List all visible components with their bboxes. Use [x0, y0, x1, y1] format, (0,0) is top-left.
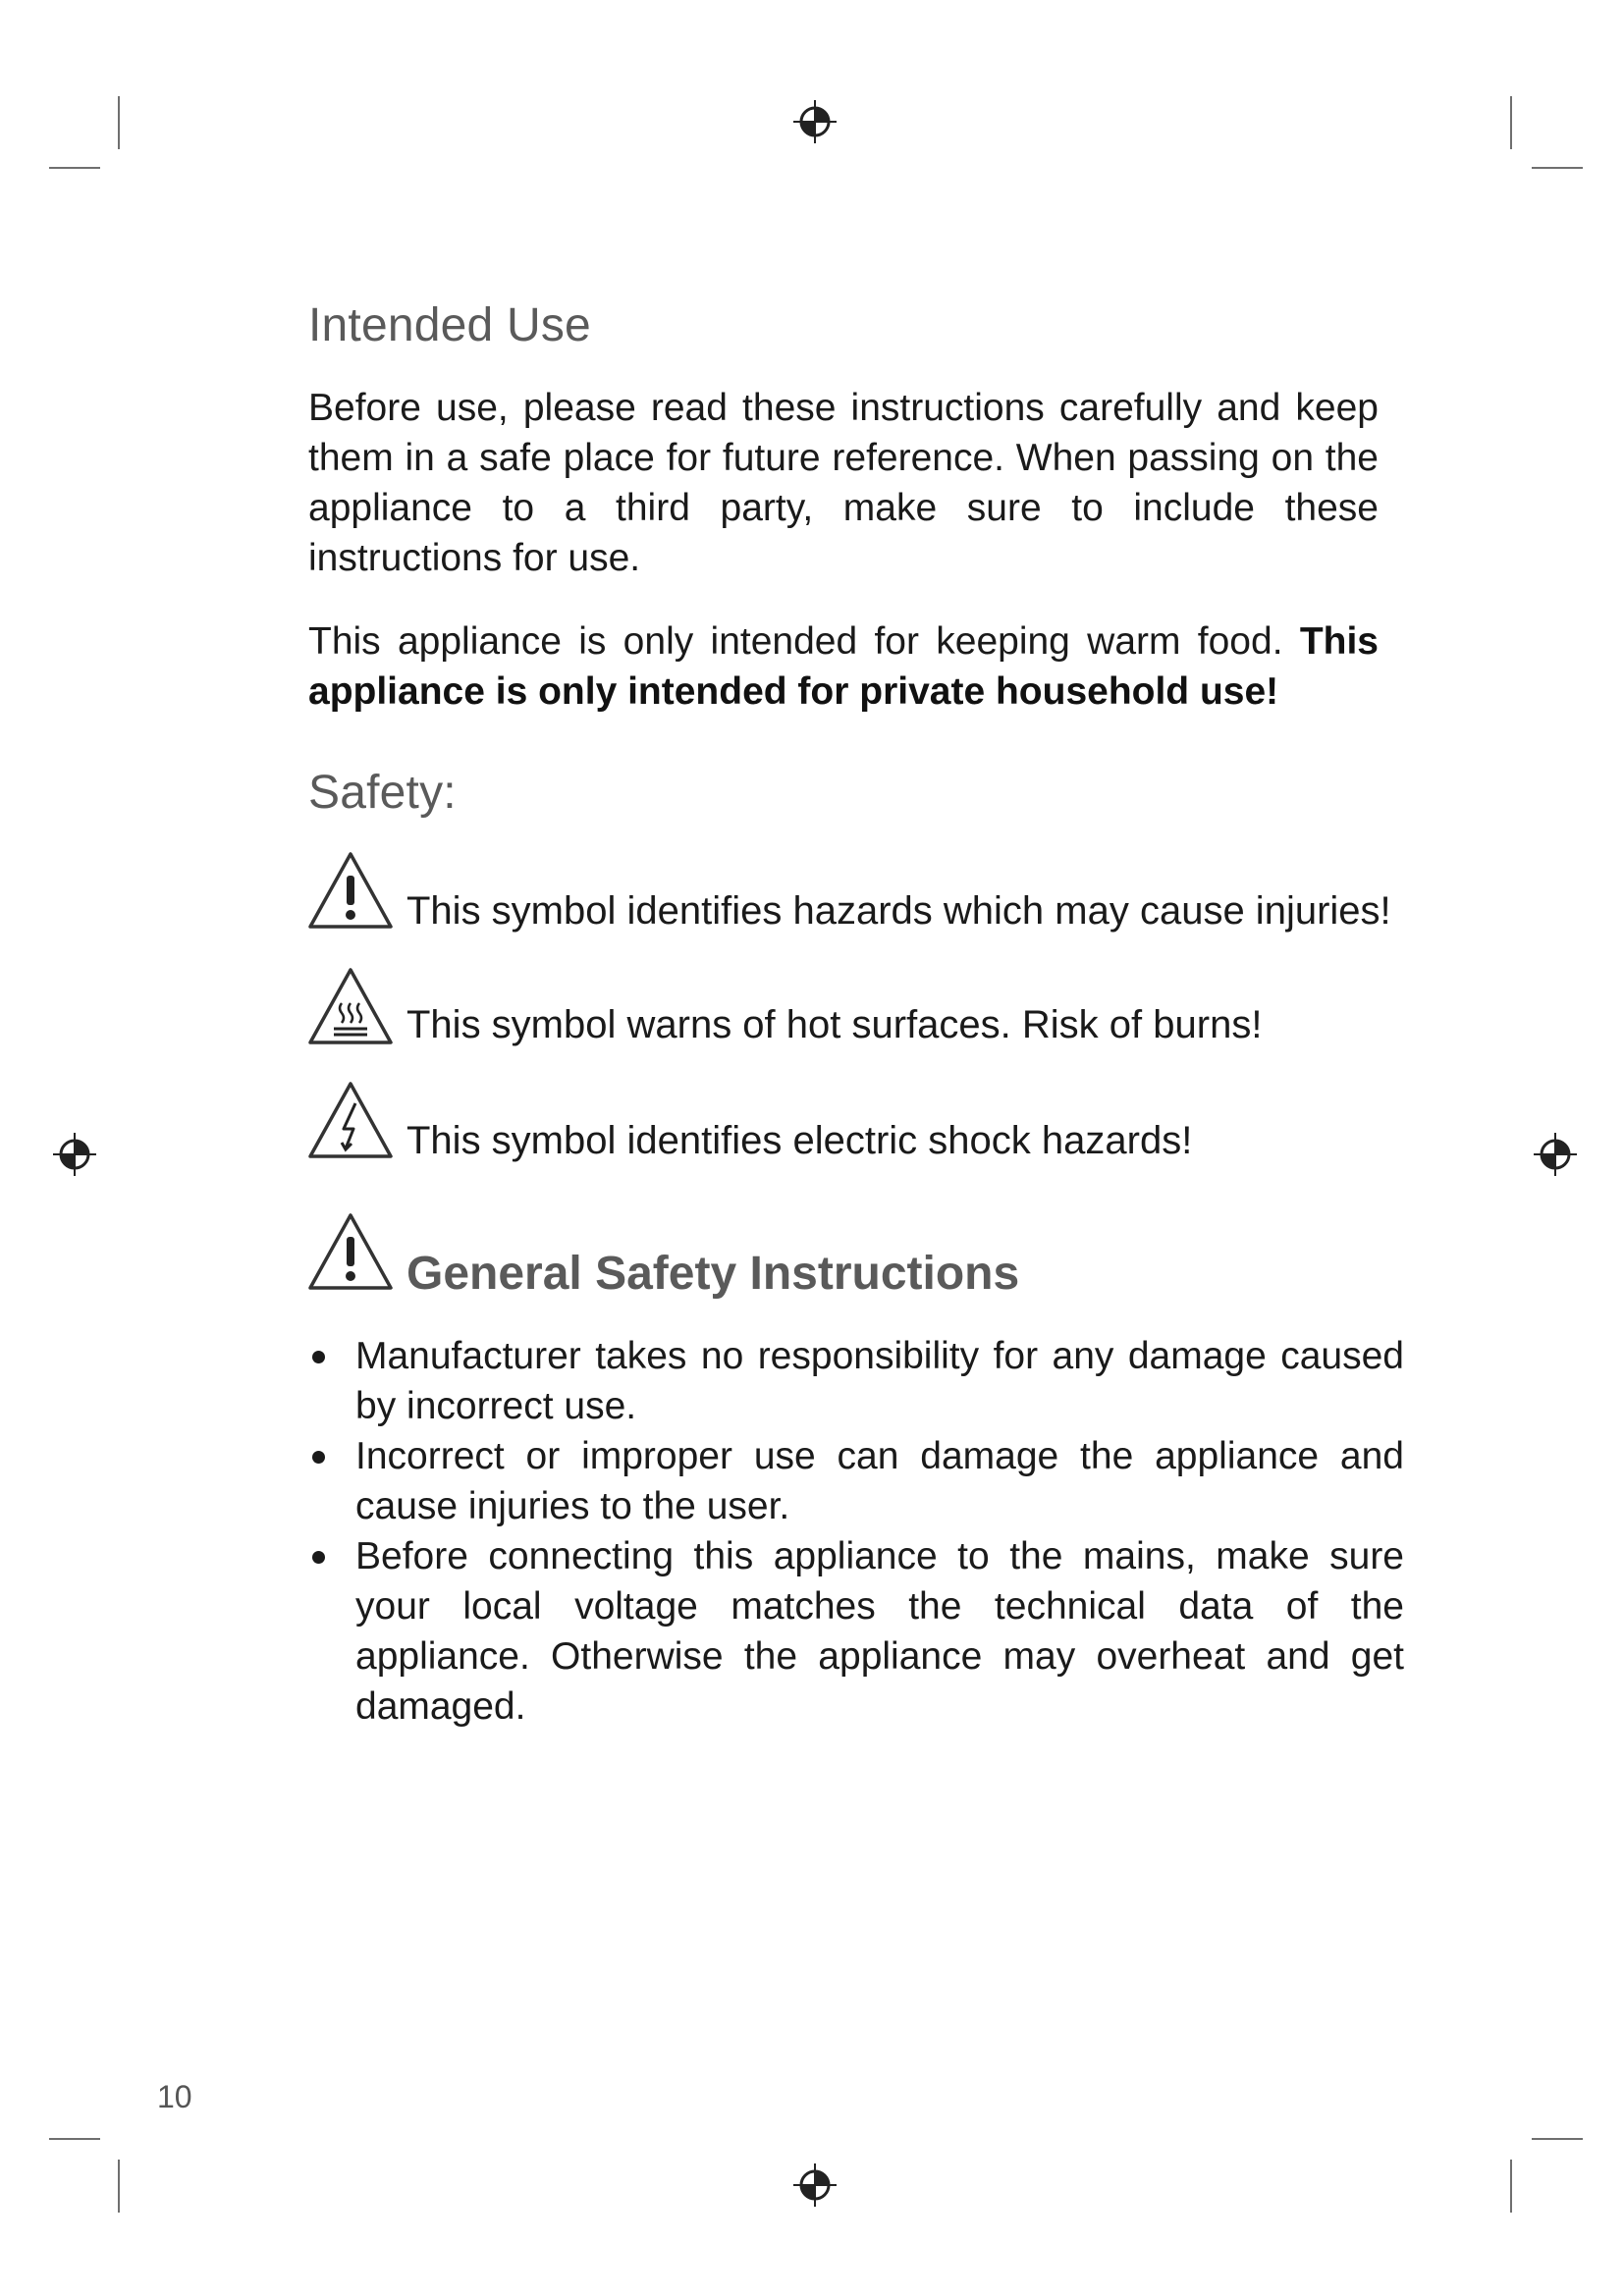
- warning-exclamation-icon: [306, 1211, 395, 1292]
- crop-mark: [49, 2138, 100, 2140]
- symbol-row-electric: [306, 1080, 1435, 1162]
- general-safety-heading: General Safety Instructions: [406, 1248, 1020, 1300]
- list-item: Incorrect or improper use can damage the appliance and cause injuries to the user.: [308, 1431, 1404, 1531]
- symbol-description: This symbol warns of hot surfaces. Risk of burns!: [406, 1003, 1263, 1046]
- crop-mark: [1532, 167, 1583, 169]
- hot-surface-icon: [306, 966, 395, 1046]
- electric-shock-icon: [306, 1080, 395, 1160]
- crop-mark: [1510, 96, 1512, 149]
- intended-use-heading: Intended Use: [308, 299, 591, 351]
- intended-use-paragraph: Before use, please read these instructions carefully and keep them in a safe place for future reference. When passing on the appliance to a third party, make sure to include these instructions for use.: [308, 387, 1379, 579]
- purpose-text: This appliance is only intended for keeping warm food.: [308, 620, 1283, 663]
- list-item: Before connecting this appliance to the mains, make sure your local voltage matches the technical data of the appliance. Otherwise the appliance may overheat and get damaged.: [308, 1531, 1404, 1732]
- household-use-notice: This appliance is only intended for private household use!: [308, 620, 1379, 713]
- symbol-description: This symbol identifies electric shock hazards!: [406, 1119, 1193, 1162]
- safety-instructions-list: [308, 1331, 1404, 1732]
- crop-mark: [1510, 2160, 1512, 2213]
- safety-heading: Safety:: [308, 767, 457, 819]
- crop-mark: [118, 96, 120, 149]
- symbol-row-hot-surface: [306, 966, 1435, 1048]
- bullet-icon: [312, 1551, 325, 1564]
- registration-mark-icon: [53, 1133, 96, 1176]
- bullet-icon: [312, 1451, 325, 1464]
- symbol-row-injury: [306, 850, 1435, 933]
- crop-mark: [118, 2160, 120, 2213]
- registration-mark-icon: [793, 2163, 837, 2207]
- crop-mark: [49, 167, 100, 169]
- list-item: Manufacturer takes no responsibility for any damage caused by incorrect use.: [308, 1331, 1404, 1431]
- symbol-description: This symbol identifies hazards which may cause injuries!: [406, 889, 1391, 933]
- bullet-icon: [312, 1351, 325, 1363]
- warning-exclamation-icon: [306, 850, 395, 931]
- intended-use-purpose-paragraph: [308, 616, 1379, 717]
- crop-mark: [1532, 2138, 1583, 2140]
- registration-mark-icon: [1534, 1133, 1577, 1176]
- page-number: 10: [157, 2079, 192, 2114]
- registration-mark-icon: [793, 100, 837, 143]
